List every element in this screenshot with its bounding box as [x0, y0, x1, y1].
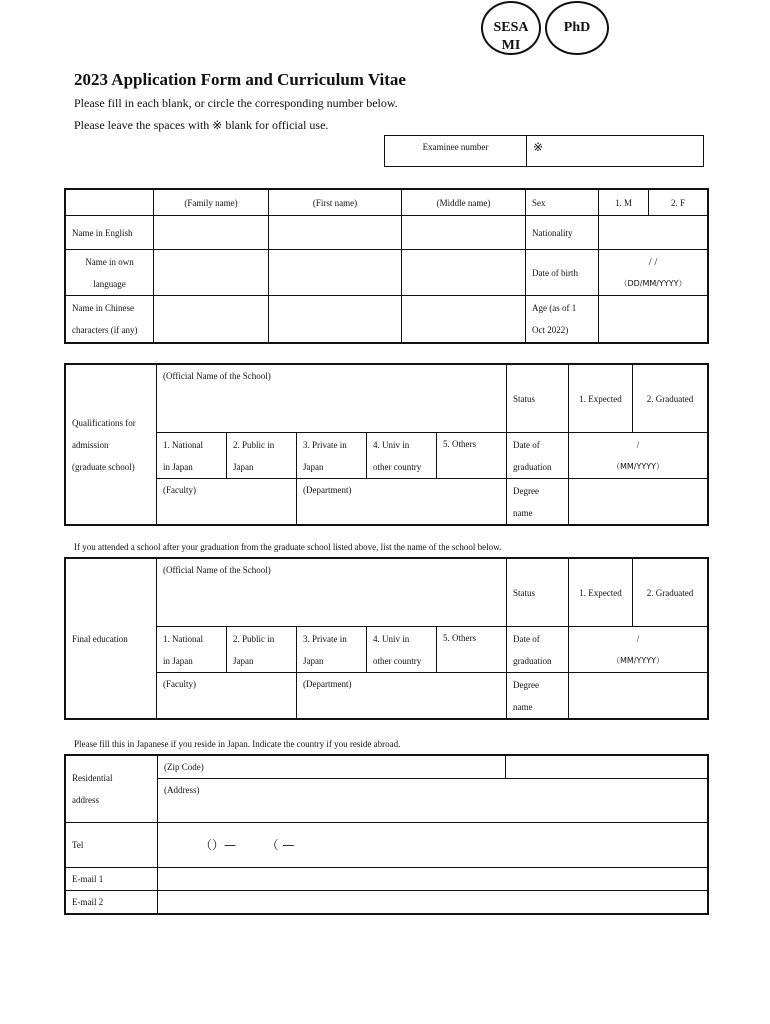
final-education-table [65, 558, 708, 719]
name-chinese-family-field[interactable] [154, 296, 269, 343]
final-education-label: Final education [66, 559, 157, 719]
final-option-univ-other-line-1: 4. Univ in [373, 633, 410, 644]
final-status-label: Status [507, 559, 569, 627]
qual-degree-line-1: Degree [513, 485, 540, 496]
sex-option-m[interactable]: 1. M [599, 190, 649, 216]
email2-label: E-mail 2 [66, 891, 158, 914]
final-option-public-line-1: 2. Public in [233, 633, 275, 644]
final-school-name-field[interactable] [157, 559, 507, 627]
qual-option-private-line-1: 3. Private in [303, 439, 347, 450]
qual-option-public-line-2: Japan [233, 461, 254, 472]
final-school-name-label: (Official Name of the School) [163, 565, 271, 575]
qual-option-national[interactable] [157, 433, 227, 479]
residential-address-line-1: Residential [72, 773, 113, 783]
name-english-label: Name in English [66, 216, 154, 250]
qual-degree-line-2: name [513, 507, 533, 518]
tel-label: Tel [66, 823, 158, 868]
qual-status-graduated[interactable]: 2. Graduated [633, 365, 708, 433]
qual-option-univ-other-line-1: 4. Univ in [373, 439, 410, 450]
qual-option-univ-other-line-2: other country [373, 461, 422, 472]
qualifications-line-2: admission [72, 439, 109, 450]
age-line-2: Oct 2022) [532, 325, 569, 335]
personal-info-table [65, 189, 708, 343]
name-chinese-line-2: characters (if any) [72, 325, 138, 335]
date-of-birth-format: （DD/MM/YYYY） [619, 278, 687, 288]
qual-department-label: (Department) [303, 485, 352, 495]
qual-graduation-line-1: Date of [513, 439, 540, 450]
name-own-middle-field[interactable] [402, 250, 526, 296]
qual-option-public-line-1: 2. Public in [233, 439, 275, 450]
date-of-birth-slashes: / / [648, 255, 658, 268]
tel-format: （）— （ — [200, 838, 295, 852]
sesami-badge-text: SESA MI [493, 20, 529, 53]
final-department-label: (Department) [303, 679, 352, 689]
qual-option-public[interactable] [227, 433, 297, 479]
final-degree-line-2: name [513, 701, 533, 712]
name-chinese-middle-field[interactable] [402, 296, 526, 343]
final-option-private[interactable] [297, 627, 367, 673]
qual-option-univ-other[interactable] [367, 433, 437, 479]
final-option-national[interactable] [157, 627, 227, 673]
final-option-public[interactable] [227, 627, 297, 673]
final-graduation-format: （MM/YYYY） [612, 655, 665, 665]
family-name-header: (Family name) [154, 190, 269, 216]
page-title: 2023 Application Form and Curriculum Vitae [74, 70, 406, 89]
final-degree-field[interactable] [569, 673, 708, 719]
qual-option-private[interactable] [297, 433, 367, 479]
address-note: Please fill this in Japanese if you reside in Japan. Indicate the country if you reside abroad. [74, 739, 401, 749]
qual-option-national-line-2: in Japan [163, 461, 193, 472]
qualifications-label [66, 365, 157, 525]
final-option-private-line-1: 3. Private in [303, 633, 347, 644]
zip-code-label: (Zip Code) [164, 762, 204, 772]
corner-cell [66, 190, 154, 216]
email1-label: E-mail 1 [66, 868, 158, 891]
tel-field[interactable] [158, 823, 708, 868]
intro-line-1: Please fill in each blank, or circle the corresponding number below. [74, 96, 398, 110]
qual-graduation-field[interactable] [569, 433, 708, 479]
name-own-language-label [66, 250, 154, 296]
address-label: (Address) [164, 785, 200, 795]
qual-option-national-line-1: 1. National [163, 439, 203, 450]
qual-graduation-slash: / [636, 439, 640, 450]
final-option-national-line-1: 1. National [163, 633, 203, 644]
final-graduation-slash: / [636, 633, 640, 644]
first-name-header: (First name) [269, 190, 402, 216]
nationality-field[interactable] [599, 216, 708, 250]
qual-option-others[interactable]: 5. Others [437, 433, 507, 479]
qual-degree-label [507, 479, 569, 525]
final-option-univ-other-line-2: other country [373, 655, 422, 666]
qual-school-name-label: (Official Name of the School) [163, 371, 271, 381]
name-english-family-field[interactable] [154, 216, 269, 250]
email2-field[interactable] [158, 891, 708, 914]
final-graduation-label [507, 627, 569, 673]
age-label [526, 296, 599, 343]
qual-graduation-label [507, 433, 569, 479]
qual-faculty-field[interactable] [157, 479, 297, 525]
final-status-expected[interactable]: 1. Expected [569, 559, 633, 627]
sex-label: Sex [526, 190, 599, 216]
final-option-private-line-2: Japan [303, 655, 324, 666]
name-english-middle-field[interactable] [402, 216, 526, 250]
final-degree-label [507, 673, 569, 719]
qualifications-table [65, 364, 708, 525]
final-faculty-field[interactable] [157, 673, 297, 719]
final-graduation-line-1: Date of [513, 633, 540, 644]
qualifications-line-1: Qualifications for [72, 417, 136, 428]
qual-status-label: Status [507, 365, 569, 433]
nationality-label: Nationality [526, 216, 599, 250]
name-own-language-line-1: Name in own [85, 256, 134, 267]
examinee-number-table [384, 135, 704, 167]
zip-code-field[interactable] [158, 756, 506, 779]
examinee-number-field[interactable] [527, 136, 704, 167]
final-option-others[interactable]: 5. Others [437, 627, 507, 673]
name-english-first-field[interactable] [269, 216, 402, 250]
qual-status-expected[interactable]: 1. Expected [569, 365, 633, 433]
age-line-1: Age (as of 1 [532, 303, 577, 313]
final-faculty-label: (Faculty) [163, 679, 196, 689]
final-option-univ-other[interactable] [367, 627, 437, 673]
qual-graduation-format: （MM/YYYY） [612, 461, 665, 471]
email1-field[interactable] [158, 868, 708, 891]
phd-badge [545, 1, 609, 55]
school-note: If you attended a school after your graduation from the graduate school listed above, list the name of the school below. [74, 542, 502, 552]
name-own-language-line-2: language [93, 278, 126, 289]
address-field[interactable] [158, 779, 708, 823]
name-chinese-label [66, 296, 154, 343]
qual-option-private-line-2: Japan [303, 461, 324, 472]
age-field[interactable] [599, 296, 708, 343]
examinee-number-label: Examinee number [385, 136, 527, 167]
qual-faculty-label: (Faculty) [163, 485, 196, 495]
name-own-first-field[interactable] [269, 250, 402, 296]
phd-badge-text: PhD [563, 20, 591, 35]
date-of-birth-field[interactable] [599, 250, 708, 296]
final-option-public-line-2: Japan [233, 655, 254, 666]
final-status-graduated[interactable]: 2. Graduated [633, 559, 708, 627]
final-graduation-line-2: graduation [513, 655, 552, 666]
date-of-birth-label: Date of birth [526, 250, 599, 296]
final-degree-line-1: Degree [513, 679, 540, 690]
zip-code-extra-field[interactable] [506, 756, 708, 779]
qual-graduation-line-2: graduation [513, 461, 552, 472]
name-chinese-line-1: Name in Chinese [72, 303, 134, 313]
qual-department-field[interactable] [297, 479, 507, 525]
sex-option-f[interactable]: 2. F [649, 190, 708, 216]
qualifications-line-3: (graduate school) [72, 461, 135, 472]
qual-school-name-field[interactable] [157, 365, 507, 433]
intro-line-2: Please leave the spaces with ※ blank for official use. [74, 118, 329, 132]
final-department-field[interactable] [297, 673, 507, 719]
middle-name-header: (Middle name) [402, 190, 526, 216]
residential-address-label [66, 756, 158, 823]
final-option-national-line-2: in Japan [163, 655, 193, 666]
name-chinese-first-field[interactable] [269, 296, 402, 343]
qual-degree-field[interactable] [569, 479, 708, 525]
sesami-badge [481, 1, 541, 55]
official-use-mark: ※ [533, 140, 544, 154]
final-graduation-field[interactable] [569, 627, 708, 673]
residential-address-line-2: address [72, 795, 99, 805]
name-own-family-field[interactable] [154, 250, 269, 296]
contact-table [65, 755, 708, 914]
